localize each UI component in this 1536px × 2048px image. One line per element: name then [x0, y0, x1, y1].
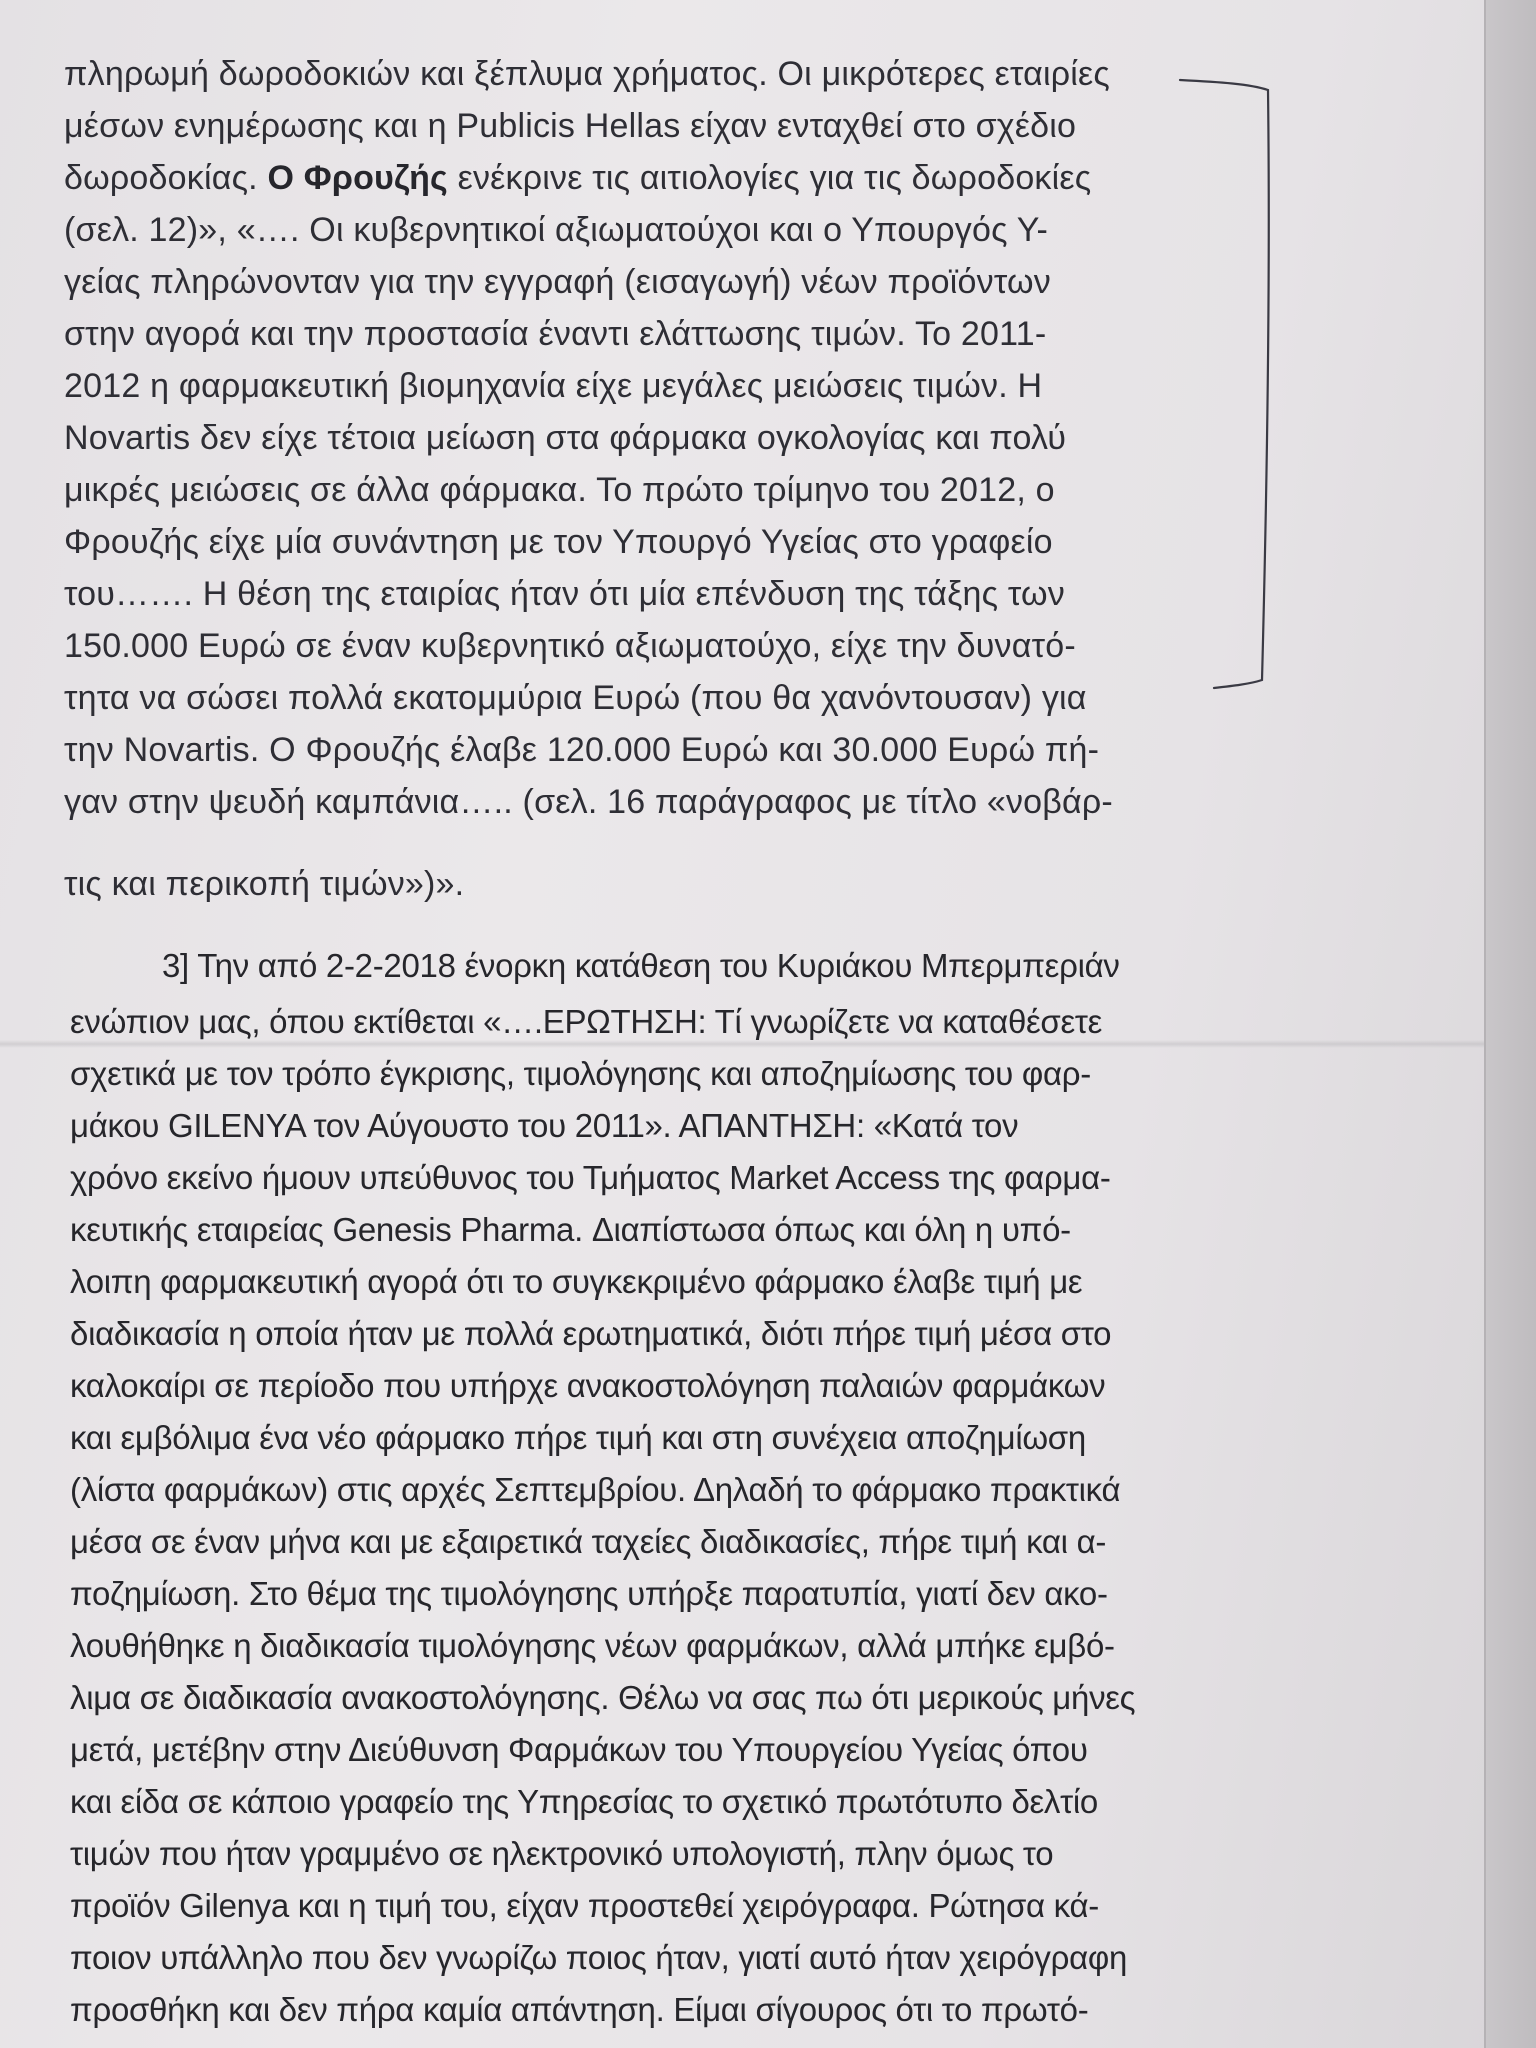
text-line: μάκου GILENYA τον Αύγουστο του 2011». ΑΠΑΝΤΗΣΗ: «Κατά τον	[70, 1107, 1019, 1144]
page-edge	[1484, 0, 1536, 2048]
text-line: την Novartis. Ο Φρουζής έλαβε 120.000 Ευρώ και 30.000 Ευρώ πή-	[64, 731, 1100, 769]
text-line: κευτικής εταιρείας Genesis Pharma. Διαπίστωσα όπως και όλη η υπό-	[70, 1211, 1071, 1248]
text-line: και εμβόλιμα ένα νέο φάρμακο πήρε τιμή και στη συνέχεια αποζημίωση	[70, 1419, 1086, 1456]
paper-fold-crease	[0, 1040, 1486, 1048]
text-line: μέσων ενημέρωσης και η Publicis Hellas είχαν ενταχθεί στο σχέδιο	[64, 107, 1077, 145]
text-line: καλοκαίρι σε περίοδο που υπήρχε ανακοστολόγηση παλαιών φαρμάκων	[70, 1367, 1106, 1404]
text-line: τις και περικοπή τιμών»)».	[64, 865, 465, 903]
text-line: Φρουζής είχε μία συνάντηση με τον Υπουργό Υγείας στο γραφείο	[64, 523, 1053, 561]
text-line: Novartis δεν είχε τέτοια μείωση στα φάρμακα ογκολογίας και πολύ	[64, 419, 1067, 457]
text-line: χρόνο εκείνο ήμουν υπεύθυνος του Τμήματος Market Access της φαρμα-	[70, 1159, 1111, 1196]
text-line: 2012 η φαρμακευτική βιομηχανία είχε μεγάλες μειώσεις τιμών. Η	[64, 367, 1043, 405]
text-line: λιμα σε διαδικασία ανακοστολόγησης. Θέλω να σας πω ότι μερικούς μήνες	[70, 1679, 1136, 1716]
text-line: μετά, μετέβην στην Διεύθυνση Φαρμάκων του Υπουργείου Υγείας όπου	[70, 1731, 1088, 1768]
bold-name: Ο Φρουζής	[267, 159, 448, 197]
text-line: ποζημίωση. Στο θέμα της τιμολόγησης υπήρξε παρατυπία, γιατί δεν ακο-	[70, 1575, 1108, 1612]
text-line: 3] Την από 2-2-2018 ένορκη κατάθεση του Κυριάκου Μπερμπεριάν	[162, 947, 1120, 984]
text-line: λουθήθηκε η διαδικασία τιμολόγησης νέων φαρμάκων, αλλά μπήκε εμβό-	[70, 1627, 1115, 1664]
text-line: γείας πληρώνονταν για την εγγραφή (εισαγωγή) νέων προϊόντων	[64, 263, 1051, 301]
text-line: προσθήκη και δεν πήρα καμία απάντηση. Είμαι σίγουρος ότι το πρωτό-	[70, 1991, 1089, 2028]
text-line: στην αγορά και την προστασία έναντι ελάττωσης τιμών. Το 2011-	[64, 315, 1047, 353]
text-line: ποιον υπάλληλο που δεν γνωρίζω ποιος ήταν, γιατί αυτό ήταν χειρόγραφη	[70, 1939, 1128, 1976]
text-line: ενώπιον μας, όπου εκτίθεται «….ΕΡΩΤΗΣΗ: Τί γνωρίζετε να καταθέσετε	[70, 1003, 1103, 1040]
text-line: γαν στην ψευδή καμπάνια….. (σελ. 16 παράγραφος με τίτλο «νοβάρ-	[64, 783, 1113, 821]
text-line: 150.000 Ευρώ σε έναν κυβερνητικό αξιωματούχο, είχε την δυνατό-	[64, 627, 1076, 665]
text-line: και είδα σε κάποιο γραφείο της Υπηρεσίας το σχετικό πρωτότυπο δελτίο	[70, 1783, 1098, 1820]
text-line: μέσα σε έναν μήνα και με εξαιρετικά ταχείες διαδικασίες, πήρε τιμή και α-	[70, 1523, 1107, 1560]
text-line: πληρωμή δωροδοκιών και ξέπλυμα χρήματος. Οι μικρότερες εταιρίες	[64, 55, 1110, 93]
text-line: λοιπη φαρμακευτική αγορά ότι το συγκεκριμένο φάρμακο έλαβε τιμή με	[70, 1263, 1083, 1300]
text-line: τητα να σώσει πολλά εκατομμύρια Ευρώ (που θα χανόντουσαν) για	[64, 679, 1087, 717]
text-line: (λίστα φαρμάκων) στις αρχές Σεπτεμβρίου. Δηλαδή το φάρμακο πρακτικά	[70, 1471, 1121, 1508]
text-line: του……. Η θέση της εταιρίας ήταν ότι μία επένδυση της τάξης των	[64, 575, 1065, 613]
text-line: μικρές μειώσεις σε άλλα φάρμακα. Το πρώτο τρίμηνο του 2012, ο	[64, 471, 1055, 509]
text-line: σχετικά με τον τρόπο έγκρισης, τιμολόγησης και αποζημίωσης του φαρ-	[70, 1055, 1091, 1092]
text-line: διαδικασία η οποία ήταν με πολλά ερωτηματικά, διότι πήρε τιμή μέσα στο	[70, 1315, 1112, 1352]
text-line: δωροδοκίας. Ο Φρουζής ενέκρινε τις αιτιολογίες για τις δωροδοκίες	[64, 159, 1092, 197]
text-line: προϊόν Gilenya και η τιμή του, είχαν προστεθεί χειρόγραφα. Ρώτησα κά-	[70, 1887, 1099, 1924]
text-line: τιμών που ήταν γραμμένο σε ηλεκτρονικό υπολογιστή, πλην όμως το	[70, 1835, 1054, 1872]
text-line: (σελ. 12)», «…. Οι κυβερνητικοί αξιωματούχοι και ο Υπουργός Υ-	[64, 211, 1049, 249]
